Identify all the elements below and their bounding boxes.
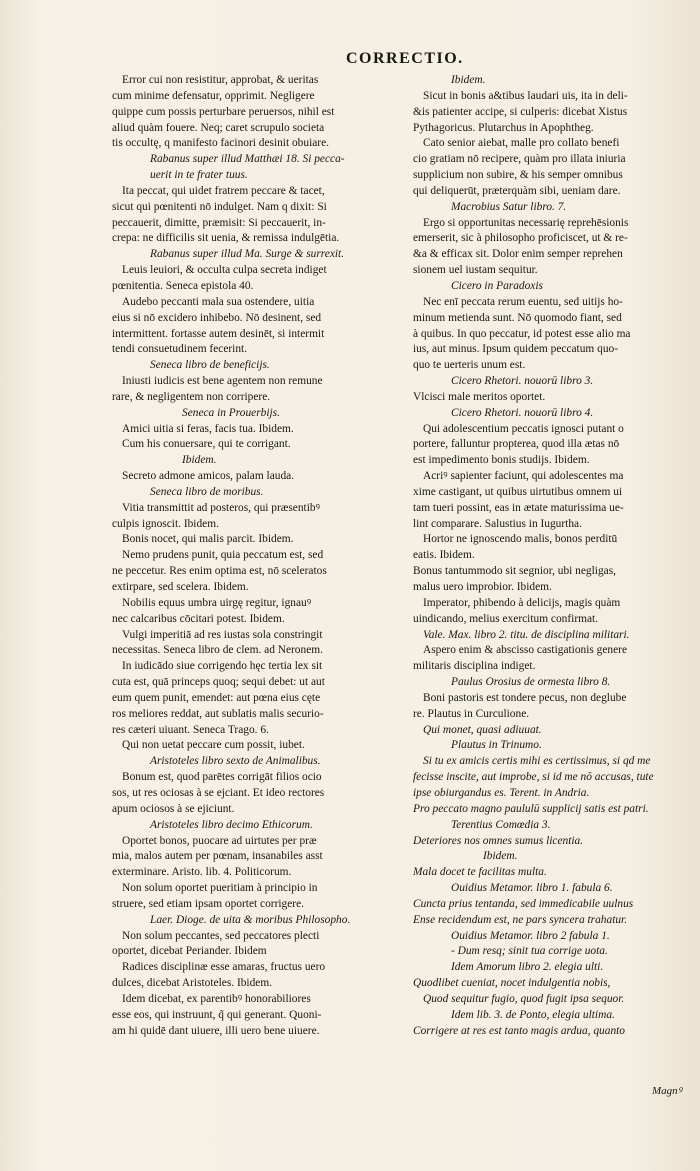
text-line: In iudicādo siue corrigendo hęc tertia lex sit — [122, 660, 323, 673]
text-line: Aspero enim & abscisso castigationis genere — [423, 644, 628, 657]
text-line: sos, ut res ociosas à se ejciant. Et ideo rectores — [112, 786, 325, 799]
text-line: militaris disciplina indiget. — [413, 660, 536, 673]
text-line: est impedimento bonis studijs. Ibidem. — [413, 454, 590, 467]
text-line: xime castigant, ut quibus uirtutibus omnem ui — [413, 485, 623, 498]
text-line: uindicando, melius exercitum confirmat. — [413, 612, 599, 625]
text-line: re. Plautus in Curculione. — [413, 707, 530, 720]
text-line: Vlcisci male meritos oportet. — [413, 390, 546, 403]
text-line: Cuncta prius tentanda, sed immedicabile uulnus — [413, 897, 634, 910]
text-line: Idem Amorum libro 2. elegia ulti. — [451, 961, 604, 974]
text-line: Error cui non resistitur, approbat, & ueritas — [122, 74, 319, 86]
text-line: Cicero in Paradoxis — [451, 279, 543, 292]
running-head: CORRECTIO. — [346, 50, 464, 67]
text-line: cio gratiam nō recipere, quàm pro illata iniuria — [413, 153, 626, 166]
text-line: Leuis leuiori, & occulta culpa secreta indiget — [122, 264, 327, 277]
text-line: Nobilis equus umbra uirgę regitur, ignauꝰ — [122, 596, 312, 609]
text-line: Iniusti iudicis est bene agentem non remune — [122, 375, 323, 388]
text-line: Bonum est, quod parētes corrigāt filios ocio — [122, 771, 322, 784]
text-line: Bonis nocet, qui malis parcit. Ibidem. — [122, 533, 294, 546]
text-line: &is patienter accipe, si culperis: dicebat Xistus — [413, 105, 628, 118]
catchword: Magnꝰ — [652, 1085, 682, 1097]
text-line: apum ociosos à se ejiciunt. — [112, 802, 235, 815]
text-line: Qui non uetat peccare cum possit, iubet. — [122, 739, 305, 752]
text-line: Ense recidendum est, ne pars syncera trahatur. — [413, 913, 628, 926]
text-line: Radices disciplinæ esse amaras, fructus uero — [122, 961, 326, 974]
text-line: Si tu ex amicis certis mihi es certissimus, si qd me — [423, 755, 651, 768]
text-line: Deteriores nos omnes sumus licentia. — [413, 834, 584, 847]
text-line: culpis ignoscit. Ibidem. — [112, 517, 219, 530]
text-line: Acriꝰ sapienter faciunt, qui adolescentes ma — [423, 470, 624, 483]
text-line: Idem lib. 3. de Ponto, elegia ultima. — [451, 1008, 615, 1021]
text-line: Secreto admone amicos, palam lauda. — [122, 470, 295, 483]
text-line: peccauerit, dimitte, præmisit: Si peccauerit, in- — [112, 216, 326, 229]
text-line: Amici uitia si feras, facis tua. Ibidem. — [122, 422, 294, 435]
text-line: am hi quidē dant uiuere, illi uero bene uiuere. — [112, 1024, 320, 1037]
text-line: oportet, dicebat Periander. Ibidem — [112, 945, 267, 958]
text-line: pœnitentia. Seneca epistola 40. — [112, 279, 254, 292]
text-line: Ibidem. — [483, 850, 518, 863]
text-line: Non solum peccantes, sed peccatores plecti — [122, 929, 320, 942]
text-line: à quibus. In quo peccatur, id potest esse alio ma — [413, 327, 631, 340]
text-line: Imperator, phibendo à delicijs, magis quàm — [423, 596, 621, 609]
text-line: Ouidius Metamor. libro 1. fabula 6. — [451, 882, 613, 895]
text-line: exterminare. Aristo. lib. 4. Politicorum. — [112, 866, 292, 879]
text-line: Cicero Rhetori. nouorū libro 3. — [451, 375, 594, 388]
text-line: portere, falluntur propterea, quod illa ætas nō — [413, 438, 620, 451]
text-line: Paulus Orosius de ormesta libro 8. — [451, 676, 611, 689]
left-column — [112, 73, 404, 1039]
text-line: Vulgi imperitiā ad res iustas sola constringit — [122, 628, 323, 641]
text-line: Ibidem. — [182, 454, 217, 467]
text-line: cum minime defensatur, opprimit. Negligere — [112, 89, 315, 102]
text-line: Rabanus super illud Matthæi 18. Si pecca- — [150, 153, 345, 166]
text-line: lint comparare. Salustius in Iugurtha. — [413, 517, 582, 530]
text-line: ros meliores reddat, aut sublatis malis securio- — [112, 707, 324, 720]
text-line: crepa: ne difficilis sit uenia, & remissa indulgētia. — [112, 232, 340, 245]
text-line: Hortor ne ignoscendo malis, bonos perditū — [423, 533, 618, 546]
text-line: fecisse inscite, aut improbe, si id me nō accusas, tute — [413, 771, 654, 784]
text-line: supplicium non subire, & his semper omnibus — [413, 169, 623, 182]
text-line: Pro peccato magno paululū supplicij satis est patri. — [413, 802, 649, 815]
text-line: sionem uel iustam sequitur. — [413, 264, 538, 277]
text-line: Aristoteles libro decimo Ethicorum. — [150, 818, 313, 831]
text-line: emerserit, sic à philosopho proficiscet, ut & re- — [413, 232, 628, 245]
text-line: Plautus in Trinumo. — [451, 739, 542, 752]
text-line: aliud quàm fouere. Neq; caret scrupulo societa — [112, 121, 325, 134]
text-line: tam tueri possint, eas in ætate maturissima ue- — [413, 501, 624, 514]
text-line: Quod sequitur fugio, quod fugit ipsa sequor. — [423, 992, 625, 1005]
text-line: quo te uerteris unum est. — [413, 359, 526, 372]
text-line: Ergo si opportunitas necessarię reprehēsionis — [423, 216, 629, 229]
text-line: - Dum resq; sinit tua corrige uota. — [451, 945, 608, 958]
text-line: dulces, dicebat Aristoteles. Ibidem. — [112, 977, 273, 990]
text-line: Seneca libro de moribus. — [150, 485, 264, 498]
text-line: Oportet bonos, puocare ad uirtutes per præ — [122, 834, 317, 847]
text-line: ipse obiurgandus es. Terent. in Andria. — [413, 786, 590, 799]
text-line: Idem dicebat, ex parentibꝰ honorabiliores — [122, 992, 311, 1005]
text-line: Laer. Dioge. de uita & moribus Philosopho. — [150, 913, 351, 926]
text-line: Audebo peccanti mala sua ostendere, uitia — [122, 295, 315, 308]
text-line: nec calcaribus cōcitari potest. Ibidem. — [112, 612, 285, 625]
text-line: Seneca in Prouerbijs. — [182, 406, 280, 419]
right-column — [413, 73, 700, 1039]
text-line: Pythagoricus. Plutarchus in Apophtheg. — [413, 121, 594, 134]
text-line: qui deliquerūt, præterquàm sibi, ueniam dare. — [413, 184, 621, 197]
text-line: necessitas. Seneca libro de clem. ad Neronem. — [112, 644, 323, 657]
text-line: Nemo prudens punit, quia peccatum est, sed — [122, 549, 324, 562]
text-line: ne peccetur. Res enim optima est, nō sceleratos — [112, 565, 327, 578]
text-line: esse eos, qui instruunt, q̃ qui generant. Quoni- — [112, 1008, 322, 1021]
text-line: minum metienda sunt. Nō quomodo fiant, sed — [413, 311, 622, 324]
text-line: Sicut in bonis a&tibus laudari uis, ita in deli- — [423, 89, 628, 102]
text-line: quippe cum possis perturbare peruersos, nihil est — [112, 105, 335, 118]
text-line: Quodlibet cueniat, nocet indulgentia nobis, — [413, 977, 611, 990]
text-line: mia, malos autem per pœnam, insanabiles asst — [112, 850, 323, 863]
text-line: Mala docet te facilitas multa. — [413, 866, 547, 879]
text-line: tendi consuetudinem fecerint. — [112, 343, 248, 356]
text-line: eatis. Ibidem. — [413, 549, 475, 562]
text-line: Vale. Max. libro 2. titu. de disciplina militari. — [423, 628, 630, 641]
text-line: Aristoteles libro sexto de Animalibus. — [150, 755, 321, 768]
text-line: eius si nō excidero inhibebo. Nō desinent, sed — [112, 311, 322, 324]
text-line: malus uero improbior. Ibidem. — [413, 581, 552, 593]
text-line: res cæteri uiuant. Seneca Trago. 6. — [112, 723, 269, 736]
text-line: rare, & negligentem non corripere. — [112, 390, 271, 403]
text-line: Cum his conuersare, qui te corrigant. — [122, 438, 291, 451]
text-line: struere, sed etiam ipsam oportet corrigere. — [112, 897, 304, 910]
text-line: sicut qui pœnitenti nō indulget. Nam q dixit: Si — [112, 200, 327, 213]
text-line: uerit in te frater tuus. — [150, 169, 248, 182]
text-line: cuta est, quā princeps quoq; sequi debet: ut aut — [112, 676, 325, 689]
text-line: tis occultę, q manifesto facinori desinit obuiare. — [112, 137, 329, 150]
text-line: Seneca libro de beneficijs. — [150, 359, 270, 372]
text-line: Nec enī peccata rerum euentu, sed uitijs ho- — [423, 295, 623, 308]
text-line: Boni pastoris est tondere pecus, non deglube — [423, 691, 627, 704]
text-line: Rabanus super illud Ma. Surge & surrexit. — [150, 248, 345, 261]
text-line: Qui adolescentium peccatis ignosci putant o — [423, 422, 624, 435]
text-line: Qui monet, quasi adiuuat. — [423, 723, 542, 736]
text-line: Macrobius Satur libro. 7. — [451, 200, 567, 213]
text-line: Cicero Rhetori. nouorū libro 4. — [451, 406, 594, 419]
text-line: Vitia transmittit ad posteros, qui præsentibꝰ — [122, 501, 320, 514]
text-line: Terentius Comœdia 3. — [451, 818, 551, 831]
text-line: Ibidem. — [451, 74, 486, 86]
text-line: Ita peccat, qui uidet fratrem peccare & tacet, — [122, 184, 325, 197]
text-line: Corrigere at res est tanto magis ardua, quanto — [413, 1024, 625, 1037]
text-line: extirpare, sed scelera. Ibidem. — [112, 581, 249, 593]
text-line: Ouidius Metamor. libro 2 fabula 1. — [451, 929, 610, 942]
text-line: &a & efficax sit. Dolor enim semper reprehen — [413, 248, 623, 261]
page-header — [0, 50, 700, 70]
text-line: eum quem punit, emendet: aut pœna eius cęte — [112, 691, 321, 704]
text-line: intermittent. fortasse autem desinēt, si intermit — [112, 327, 325, 340]
text-line: Bonus tantummodo sit segnior, ubi negligas, — [413, 565, 616, 578]
text-line: Non solum oportet pueritiam à principio in — [122, 882, 318, 895]
text-line: ius, aut minus. Ipsum quidem peccatum quo- — [413, 343, 618, 356]
text-line: Cato senior aiebat, malle pro collato benefi — [423, 137, 620, 150]
